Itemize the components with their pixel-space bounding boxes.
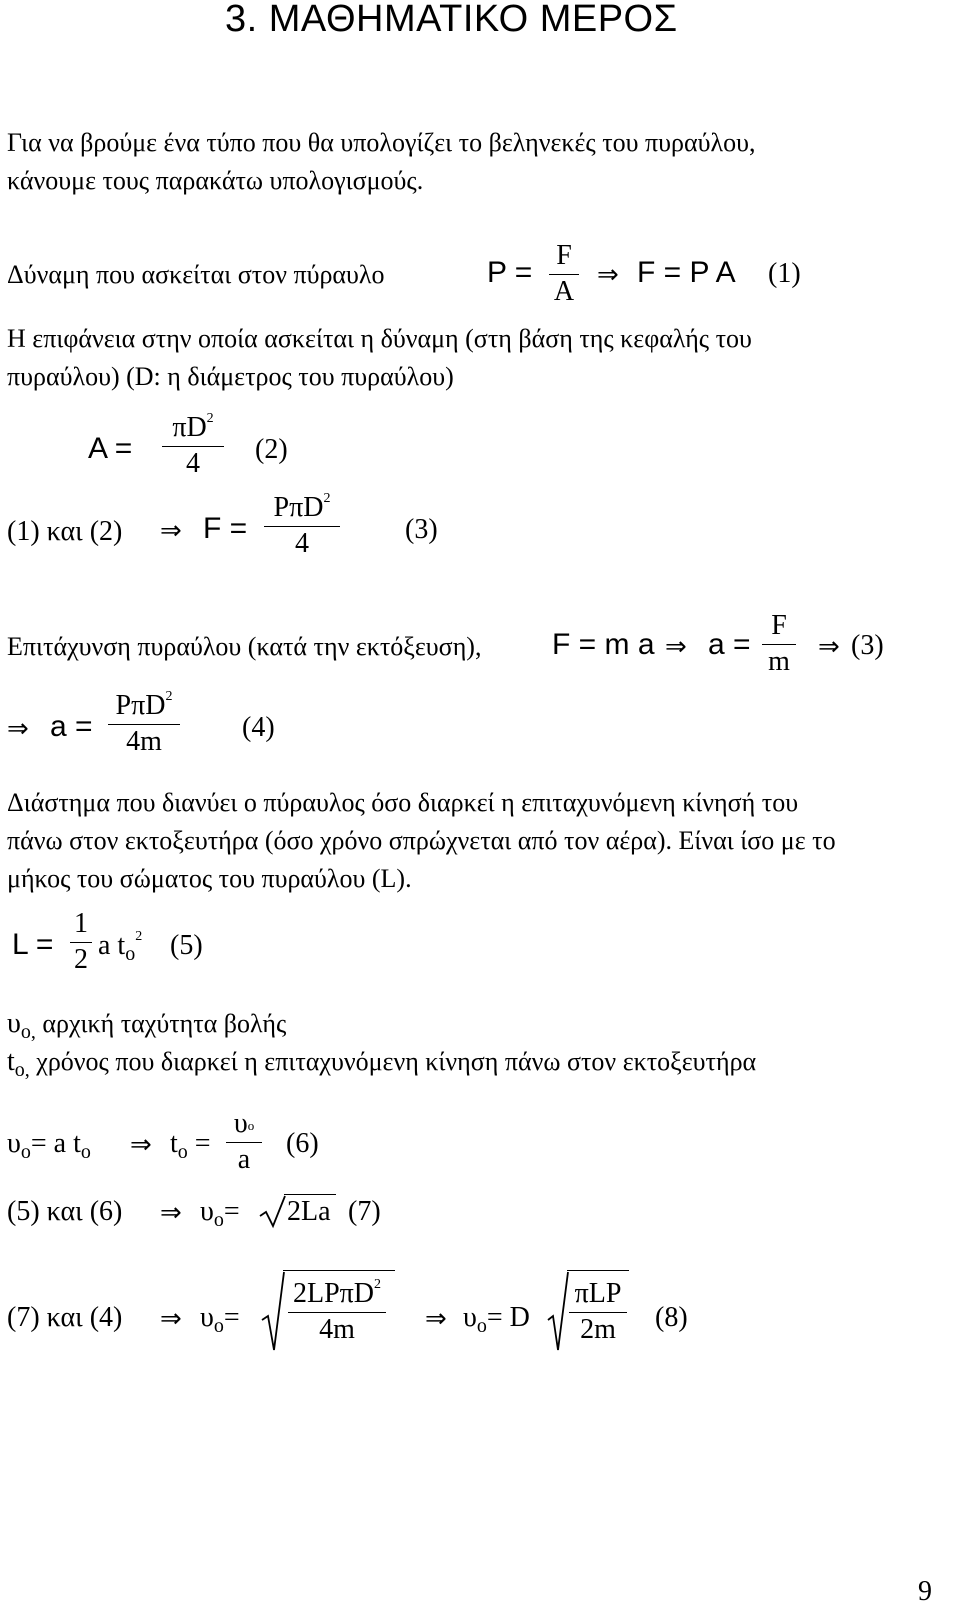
eq3-denominator: 4 xyxy=(295,528,309,559)
implies-arrow-icon: ⇒ xyxy=(818,632,840,662)
sqrt-vinculum xyxy=(283,1270,395,1271)
sqrt-vinculum xyxy=(567,1270,629,1271)
eq5-numerator: 1 xyxy=(74,908,88,939)
eq8-denominator-2: 2m xyxy=(580,1314,616,1345)
sqrt-icon xyxy=(258,1194,288,1228)
implies-arrow-icon: ⇒ xyxy=(130,1130,152,1160)
eq8-tag: (8) xyxy=(655,1302,688,1333)
accel-tag: (3) xyxy=(851,630,884,661)
eq6-left xyxy=(7,1128,91,1163)
dist-line-2: πάνω στον εκτοξευτήρα (όσο χρόνο σπρώχνεται από τον αέρα). Είναι ίσο με το xyxy=(7,826,836,855)
eq8-fraction-2 xyxy=(569,1280,627,1344)
eq8-v: υ xyxy=(200,1302,214,1333)
eq1-lhs: P = xyxy=(487,256,533,289)
page-number: 9 xyxy=(918,1576,932,1607)
eq8-v2: υ xyxy=(463,1302,477,1333)
def-v xyxy=(7,1008,287,1043)
eq6-t-subscript: o xyxy=(80,1141,91,1163)
eq7-radicand: 2La xyxy=(287,1196,331,1227)
eq1-fraction xyxy=(549,242,579,306)
eq8-numerator: 2LPπD xyxy=(292,1278,375,1309)
accel-denominator: m xyxy=(768,646,790,677)
def-t-symbol: t xyxy=(7,1046,15,1077)
eq7-prefix: (5) και (6) xyxy=(7,1196,123,1227)
page-title: 3. ΜΑΘΗΜΑΤΙΚΟ ΜΕΡΟΣ xyxy=(225,0,678,40)
accel-label: Επιτάχυνση πυραύλου (κατά την εκτόξευση), xyxy=(7,632,482,661)
eq2-denominator: 4 xyxy=(186,448,200,479)
dist-line-3: μήκος του σώματος του πυραύλου (L). xyxy=(7,864,412,893)
surface-line-2: πυραύλου) (D: η διάμετρος του πυραύλου) xyxy=(7,362,454,391)
implies-arrow-icon: ⇒ xyxy=(7,714,29,744)
def-t-subscript: o, xyxy=(14,1059,30,1081)
eq4-denominator: 4m xyxy=(126,726,162,757)
eq8-lhs xyxy=(200,1302,240,1337)
intro-line-2: κάνουμε τους παρακάτω υπολογισμούς. xyxy=(7,166,424,195)
eq6-equals2: = xyxy=(194,1128,211,1159)
eq8-numerator-2: πLP xyxy=(574,1278,622,1309)
eq6-tag: (6) xyxy=(286,1128,319,1159)
eq8-denominator: 4m xyxy=(319,1314,355,1345)
eq6-numerator-subscript: o xyxy=(247,1118,255,1133)
def-v-text: αρχική ταχύτητα βολής xyxy=(42,1009,287,1038)
eq1-rhs: F = P A xyxy=(637,256,736,289)
eq5-subscript: o xyxy=(125,943,136,965)
def-t-text: χρόνος που διαρκεί η επιταχυνόμενη κίνηση πάνω στον εκτοξευτήρα xyxy=(36,1047,757,1076)
eq1-denominator: A xyxy=(553,276,575,307)
eq8-v2-subscript: o xyxy=(476,1315,487,1337)
eq3-exponent: 2 xyxy=(323,490,331,506)
eq4-fraction xyxy=(108,688,180,757)
eq1-numerator: F xyxy=(556,240,572,271)
eq7-equals: = xyxy=(223,1196,240,1227)
accel-eq: F = m a xyxy=(552,628,655,661)
surface-line-1: Η επιφάνεια στην οποία ασκείται η δύναμη (στη βάση της κεφαλής του xyxy=(7,324,752,353)
eq6-denominator: a xyxy=(237,1144,251,1175)
implies-arrow-icon: ⇒ xyxy=(160,1198,182,1228)
eq5-exponent: 2 xyxy=(135,928,143,944)
eq3-numerator: PπD xyxy=(273,492,324,523)
implies-arrow-icon: ⇒ xyxy=(665,632,687,662)
eq6-v: υ xyxy=(7,1128,21,1159)
eq4-exponent: 2 xyxy=(165,688,173,704)
eq4-tag: (4) xyxy=(242,712,275,743)
fraction-bar xyxy=(70,942,92,943)
accel-fraction xyxy=(762,612,796,676)
eq3-fraction xyxy=(264,490,340,559)
eq5-tag: (5) xyxy=(170,930,203,961)
dist-line-1: Διάστημα που διανύει ο πύραυλος όσο διαρκεί η επιταχυνόμενη κίνησή του xyxy=(7,788,799,817)
eq6-equals: = a t xyxy=(30,1128,81,1159)
eq8-fraction xyxy=(288,1276,386,1345)
sqrt-icon xyxy=(260,1270,286,1352)
eq5-lhs: L = xyxy=(12,928,54,961)
eq8-exponent: 2 xyxy=(374,1276,382,1292)
def-v-symbol: υ xyxy=(7,1008,21,1039)
fraction-bar xyxy=(264,526,340,527)
eq6-fraction xyxy=(226,1110,262,1174)
eq3-tag: (3) xyxy=(405,514,438,545)
eq5-fraction xyxy=(70,910,92,974)
eq6-numerator: υ xyxy=(233,1108,248,1139)
eq2-lhs: A = xyxy=(88,432,133,465)
eq6-v-subscript: o xyxy=(20,1141,31,1163)
eq2-exponent: 2 xyxy=(206,410,214,426)
fraction-bar xyxy=(762,644,796,645)
implies-arrow-icon: ⇒ xyxy=(160,1304,182,1334)
eq2-fraction xyxy=(162,410,224,479)
eq6-t: t xyxy=(170,1128,178,1159)
eq5-mid: a t xyxy=(98,930,126,961)
def-t xyxy=(7,1046,757,1081)
eq7-v-subscript: o xyxy=(213,1209,224,1231)
eq1-tag: (1) xyxy=(768,258,801,289)
eq4-lhs: a = xyxy=(50,710,93,743)
eq6-t-expr xyxy=(170,1128,211,1163)
eq8-rhs xyxy=(463,1302,530,1337)
force-label: Δύναμη που ασκείται στον πύραυλο xyxy=(7,260,385,289)
sqrt-vinculum xyxy=(284,1194,336,1195)
eq6-t2-subscript: o xyxy=(177,1141,188,1163)
fraction-bar xyxy=(226,1142,262,1143)
sqrt-icon xyxy=(546,1270,570,1352)
fraction-bar xyxy=(549,274,579,275)
fraction-bar xyxy=(162,446,224,447)
eq2-numerator: πD xyxy=(172,412,207,443)
eq7-lhs xyxy=(200,1196,240,1231)
eq5-term xyxy=(98,928,143,965)
eq7-tag: (7) xyxy=(348,1196,381,1227)
eq2-tag: (2) xyxy=(255,434,288,465)
fraction-bar xyxy=(569,1312,627,1313)
eq8-prefix: (7) και (4) xyxy=(7,1302,123,1333)
eq8-v-subscript: o xyxy=(213,1315,224,1337)
accel-eq2: a = xyxy=(708,628,751,661)
def-v-subscript: o, xyxy=(20,1021,36,1043)
fraction-bar xyxy=(108,724,180,725)
eq8-equals-d: = D xyxy=(486,1302,530,1333)
accel-numerator: F xyxy=(771,610,787,641)
eq3-prefix: (1) και (2) xyxy=(7,516,123,547)
intro-line-1: Για να βρούμε ένα τύπο που θα υπολογίζει το βεληνεκές του πυραύλου, xyxy=(7,128,756,157)
implies-arrow-icon: ⇒ xyxy=(425,1304,447,1334)
fraction-bar xyxy=(288,1312,386,1313)
eq8-equals: = xyxy=(223,1302,240,1333)
eq4-numerator: PπD xyxy=(115,690,166,721)
implies-arrow-icon: ⇒ xyxy=(160,516,182,546)
eq7-v: υ xyxy=(200,1196,214,1227)
eq5-denominator: 2 xyxy=(74,944,88,975)
implies-arrow-icon: ⇒ xyxy=(597,260,619,290)
eq3-lhs: F = xyxy=(203,512,248,545)
